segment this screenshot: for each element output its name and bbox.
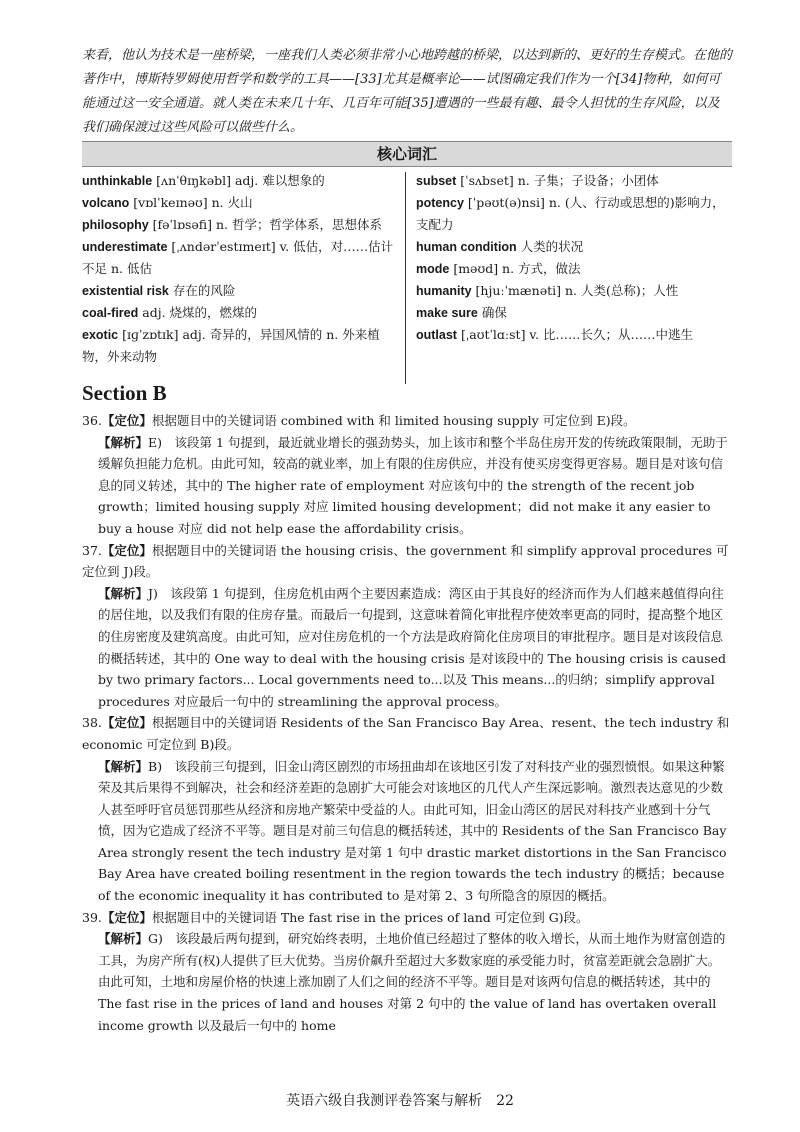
question-analysis bbox=[82, 928, 732, 1036]
analysis-text: E) 该段第 1 句提到，最近就业增长的强劲势头，加上该市和整个半岛住房开发的传统政策限制，无助于缓解负担能力危机。由此可知，较高的就业率，加上有限的住房供应，并没有使买房变得更容易。题目是对该句信息的同义转述，其中的 The higher rate of employment 对应该句中的 the strength of the recent job growth；limited housing supply 对应 limited housing development；did not make it any easier to buy a house 对应 did not help ease the affordability crisis。 bbox=[98, 434, 728, 536]
locate-text: 根据题目中的关键词语 combined with 和 limited housing supply 可定位到 E)段。 bbox=[151, 413, 636, 428]
vocab-entry bbox=[82, 302, 400, 324]
vocab-definition: 存在的风险 bbox=[168, 283, 236, 298]
vocab-definition: [ʌnˈθɪŋkəbl] adj. 难以想象的 bbox=[152, 173, 325, 188]
vocab-definition: adj. 烧煤的，燃煤的 bbox=[138, 305, 258, 320]
vocab-entry bbox=[416, 236, 734, 258]
vocab-entry bbox=[416, 170, 734, 192]
vocab-definition: [hjuːˈmænəti] n. 人类(总称)；人性 bbox=[471, 283, 679, 298]
answer-explanations bbox=[82, 410, 732, 1036]
locate-text: 根据题目中的关键词语 The fast rise in the prices of land 可定位到 G)段。 bbox=[151, 909, 589, 925]
question-locate bbox=[82, 907, 732, 929]
analysis-text: B) 该段前三句提到，旧金山湾区剧烈的市场扭曲却在该地区引发了对科技产业的强烈愤恨。如果这种繁荣及其后果得不到解决，社会和经济差距的急剧扩大可能会对该地区的几代人产生深远影响。激烈表达意见的少数人甚至呼吁官员惩罚那些从经济和房地产繁荣中受益的人。由此可知，旧金山湾区的居民对科技产业感到十分气愤，因为它造成了经济不平等。题目是对前三句信息的概括转述，其中的 Residents of the San Francisco Bay Area strongly resent the tech industry 是对第 1 句中 drastic market distortions in the San Francisco Bay Area have created boiling resentment in the region towards the tech industry 的概括；because of the economic inequality it has contributed to 是对第 2、3 句所隐含的原因的概括。 bbox=[98, 758, 727, 904]
analysis-tag: 【解析】 bbox=[98, 434, 149, 450]
vocab-word: subset bbox=[416, 174, 457, 188]
analysis-text: G) 该段最后两句提到，研究始终表明，土地价值已经超过了整体的收入增长，从而土地作为财富创造的工具，为房产所有(权)人提供了巨大优势。当房价飙升至超过大多数家庭的承受能力时，贫富差距就会急剧扩大。由此可知，土地和房屋价格的快速上涨加剧了人们之间的经济不平等。题目是对该两句信息的概括转述，其中的 The fast rise in the prices of land and houses 对第 2 句中的 the value of land has overtaken overall income growth 以及最后一句中的 home bbox=[98, 931, 726, 1033]
vocab-definition: [vɒlˈkeɪnəʊ] n. 火山 bbox=[129, 195, 253, 210]
vocab-word: unthinkable bbox=[82, 174, 153, 188]
vocab-word: exotic bbox=[82, 328, 119, 342]
question-locate bbox=[82, 410, 732, 432]
column-divider bbox=[405, 172, 406, 384]
locate-tag: 【定位】 bbox=[101, 715, 152, 731]
locate-tag: 【定位】 bbox=[101, 413, 152, 428]
vocab-definition: [ˌaʊtˈlɑːst] v. 比……长久；从……中逃生 bbox=[456, 327, 693, 342]
vocab-entry bbox=[416, 280, 734, 302]
question-analysis bbox=[82, 583, 732, 713]
question-number: 39. bbox=[82, 909, 102, 925]
analysis-tag: 【解析】 bbox=[98, 758, 149, 774]
vocab-entry bbox=[82, 214, 400, 236]
analysis-tag: 【解析】 bbox=[98, 931, 149, 947]
vocab-word: underestimate bbox=[82, 240, 168, 254]
question-number: 36. bbox=[82, 413, 102, 428]
question-analysis bbox=[82, 756, 732, 907]
vocab-definition: 确保 bbox=[477, 305, 507, 320]
vocab-definition: 人类的状况 bbox=[516, 239, 584, 254]
vocab-definition: [ˈsʌbset] n. 子集；子设备；小团体 bbox=[456, 173, 659, 188]
vocab-definition: [ˈpəʊt(ə)nsi] n. (人、行动或思想的)影响力，支配力 bbox=[416, 195, 725, 232]
question-number: 38. bbox=[82, 715, 102, 731]
vocab-entry bbox=[416, 192, 734, 236]
locate-tag: 【定位】 bbox=[101, 909, 152, 925]
vocab-entry bbox=[82, 192, 400, 214]
vocab-word: coal-fired bbox=[82, 306, 139, 320]
locate-text: 根据题目中的关键词语 the housing crisis、the government 和 simplify approval procedures 可定位到 J)段。 bbox=[82, 542, 729, 580]
vocab-word: philosophy bbox=[82, 218, 149, 232]
vocab-entry bbox=[82, 324, 400, 368]
question-number: 37. bbox=[82, 542, 102, 558]
vocab-definition: [ɪɡˈzɒtɪk] adj. 奇异的，异国风情的 n. 外来植物，外来动物 bbox=[82, 327, 380, 364]
vocab-entry bbox=[416, 258, 734, 280]
question-locate bbox=[82, 540, 732, 583]
vocab-heading: 核心词汇 bbox=[82, 141, 732, 167]
vocab-word: mode bbox=[416, 262, 450, 276]
vocab-definition: [məʊd] n. 方式，做法 bbox=[449, 261, 581, 276]
vocab-definition: [fəˈlɒsəfi] n. 哲学；哲学体系，思想体系 bbox=[148, 217, 382, 232]
vocab-word: volcano bbox=[82, 196, 130, 210]
page-footer: 英语六级自我测评卷答案与解析 22 bbox=[286, 1093, 514, 1109]
analysis-text: J) 该段第 1 句提到，住房危机由两个主要因素造成：湾区由于其良好的经济而作为人们越来越值得向往的居住地，以及我们有限的住房存量。而最后一句提到，这意味着简化审批程序使效率更高的同时，提高整个地区的住房密度及建筑高度。由此可知，应对住房危机的一个方法是政府简化住房项目的审批程序。题目是对该段信息的概括转述，其中的 One way to deal with the housing crisis 是对该段中的 The housing crisis is caused by two primary factors... Local governments need to...以及 This means...的归纳；simplify approval procedures 对应最后一句中的 streamlining the approval process。 bbox=[98, 585, 726, 709]
intro-paragraph: 来看，他认为技术是一座桥梁，一座我们人类必须非常小心地跨越的桥梁，以达到新的、更好的生存模式。在他的著作中，博斯特罗姆使用哲学和数学的工具——[33]尤其是概率论——试图确定我们作为一个[34]物种，如何可能通过这一安全通道。就人类在未来几十年、几百年可能[35]遭遇的一些最有趣、最令人担忧的生存风险，以及我们确保渡过这些风险可以做些什么。 bbox=[82, 48, 733, 135]
vocab-word: existential risk bbox=[82, 284, 169, 298]
question-locate bbox=[82, 712, 732, 755]
question-analysis bbox=[82, 432, 732, 540]
locate-tag: 【定位】 bbox=[101, 542, 152, 558]
vocab-entry bbox=[416, 302, 734, 324]
vocab-entry bbox=[82, 170, 400, 192]
vocab-entry bbox=[416, 324, 734, 346]
vocab-left-column bbox=[82, 170, 400, 368]
vocab-word: human condition bbox=[416, 240, 517, 254]
vocab-entry bbox=[82, 236, 400, 280]
analysis-tag: 【解析】 bbox=[98, 585, 149, 601]
locate-text: 根据题目中的关键词语 Residents of the San Francisco Bay Area、resent、the tech industry 和 economic 可定位到 B)段。 bbox=[82, 715, 730, 752]
vocab-definition: [ˌʌndərˈestɪmeɪt] v. 低估，对……估计不足 n. 低估 bbox=[82, 239, 394, 276]
section-title: Section B bbox=[82, 381, 167, 405]
vocab-word: potency bbox=[416, 196, 464, 210]
vocab-word: make sure bbox=[416, 306, 478, 320]
vocab-right-column bbox=[416, 170, 734, 346]
vocab-entry bbox=[82, 280, 400, 302]
vocab-word: outlast bbox=[416, 328, 457, 342]
vocab-word: humanity bbox=[416, 284, 472, 298]
